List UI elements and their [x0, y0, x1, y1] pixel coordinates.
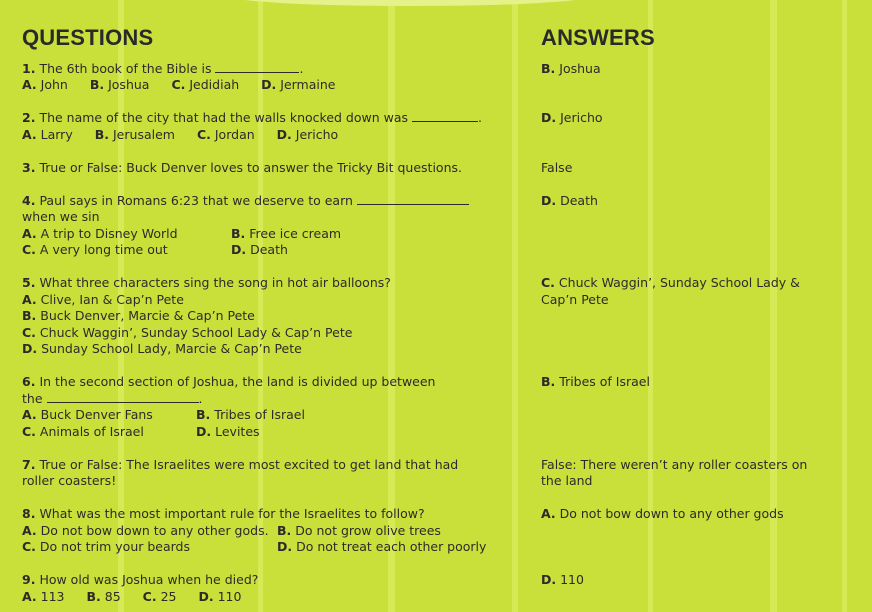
answer-blank [357, 194, 469, 205]
question-9: 9. How old was Joshua when he died? [22, 572, 259, 587]
top-arc [230, 0, 590, 6]
question-4-option-c: C. A very long time out [22, 242, 168, 257]
answer-5: C. Chuck Waggin’, Sunday School Lady & [541, 275, 800, 290]
question-5-option-d: D. Sunday School Lady, Marcie & Cap’n Pete [22, 341, 302, 356]
answer-5-cont: Cap’n Pete [541, 292, 609, 307]
question-6-option-a: A. Buck Denver Fans [22, 407, 153, 422]
questions-heading: QUESTIONS [22, 25, 154, 50]
answer-4: D. Death [541, 193, 598, 208]
question-4-option-b: B. Free ice cream [231, 226, 342, 241]
question-4-option-a: A. A trip to Disney World [22, 226, 178, 241]
question-8-option-b: B. Do not grow olive trees [277, 523, 441, 538]
question-4-cont: when we sin [22, 209, 100, 224]
answer-6: B. Tribes of Israel [541, 374, 650, 389]
answer-1: B. Joshua [541, 61, 601, 76]
question-6: 6. In the second section of Joshua, the land is divided up between [22, 374, 436, 389]
answer-blank [47, 392, 199, 403]
question-1-options: A. John B. Joshua C. Jedidiah D. Jermaine [22, 77, 336, 92]
question-9-options: A. 113 B. 85 C. 25 D. 110 [22, 589, 242, 604]
question-6-option-b: B. Tribes of Israel [196, 407, 305, 422]
answer-2: D. Jericho [541, 110, 603, 125]
question-1: 1. The 6th book of the Bible is . [22, 61, 304, 76]
answer-9: D. 110 [541, 572, 584, 587]
question-4-option-d: D. Death [231, 242, 288, 257]
question-7: 7. True or False: The Israelites were most excited to get land that had [22, 457, 459, 472]
question-6-option-d: D. Levites [196, 424, 260, 439]
question-5-option-b: B. Buck Denver, Marcie & Cap’n Pete [22, 308, 255, 323]
question-4: 4. Paul says in Romans 6:23 that we deserve to earn [22, 193, 469, 208]
question-2-options: A. Larry B. Jerusalem C. Jordan D. Jericho [22, 127, 339, 142]
answer-8: A. Do not bow down to any other gods [541, 506, 784, 521]
question-8-option-a: A. Do not bow down to any other gods. [22, 523, 269, 538]
answer-3: False [541, 160, 573, 175]
question-5-option-a: A. Clive, Ian & Cap’n Pete [22, 292, 184, 307]
question-6-option-c: C. Animals of Israel [22, 424, 144, 439]
question-5: 5. What three characters sing the song in hot air balloons? [22, 275, 391, 290]
answers-heading: ANSWERS [541, 25, 655, 50]
question-3: 3. True or False: Buck Denver loves to answer the Tricky Bit questions. [22, 160, 462, 175]
background-stripe [512, 0, 518, 612]
question-8-option-d: D. Do not treat each other poorly [277, 539, 487, 554]
answer-7-cont: the land [541, 473, 593, 488]
question-2: 2. The name of the city that had the walls knocked down was . [22, 110, 482, 125]
question-5-option-c: C. Chuck Waggin’, Sunday School Lady & Cap’n Pete [22, 325, 353, 340]
background-stripe [842, 0, 847, 612]
question-7-cont: roller coasters! [22, 473, 117, 488]
question-6-cont: the . [22, 391, 203, 406]
question-8: 8. What was the most important rule for the Israelites to follow? [22, 506, 425, 521]
answer-7: False: There weren’t any roller coasters on [541, 457, 808, 472]
answer-blank [215, 62, 299, 73]
question-8-option-c: C. Do not trim your beards [22, 539, 191, 554]
answer-blank [412, 111, 478, 122]
